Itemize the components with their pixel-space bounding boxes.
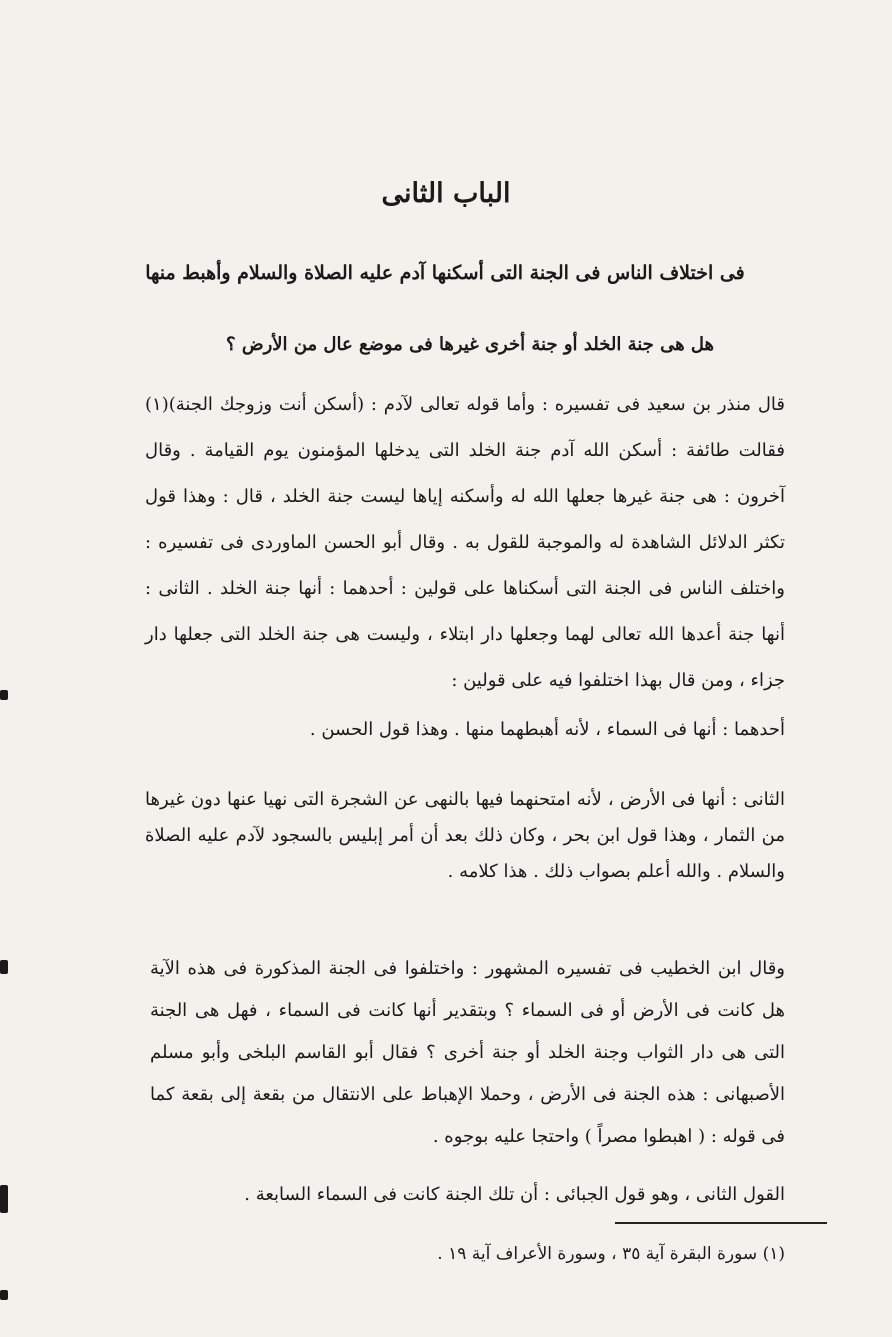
footnote-divider — [615, 1222, 827, 1224]
scan-edge-mark — [0, 1185, 8, 1213]
paragraph-second-opinion: الثانى : أنها فى الأرض ، لأنه امتحنهما فيها بالنهى عن الشجرة التى نهيا عنها دون غيرها من الثمار ، وهذا قول ابن بحر ، وكان ذلك بعد أن أمر إبليس بالسجود لآدم عليه الصلاة والسلام . والله أعلم بصواب ذلك . هذا كلامه . — [145, 789, 785, 882]
scan-edge-mark — [0, 690, 8, 700]
chapter-subheading: هل هى جنة الخلد أو جنة أخرى غيرها فى موضع عال من الأرض ؟ — [226, 334, 714, 355]
footnote: (١) سورة البقرة آية ٣٥ ، وسورة الأعراف آية ١٩ . — [437, 1244, 785, 1264]
paragraph-first-opinion: أحدهما : أنها فى السماء ، لأنه أهبطهما منها . وهذا قول الحسن . — [309, 719, 785, 740]
paragraph-ibn-khatib: وقال ابن الخطيب فى تفسيره المشهور : واختلفوا فى الجنة المذكورة فى هذه الآية هل كانت فى الأرض أو فى السماء ؟ وبتقدير أنها كانت فى السماء ، فهل هى الجنة التى هى دار الثواب وجنة الخلد أو جنة أخرى ؟ فقال أبو القاسم البلخى وأبو مسلم الأصبهانى : هذه الجنة فى الأرض ، وحملا الإهباط على الانتقال من بقعة إلى بقعة كما فى قوله : ( اهبطوا مصراً ) واحتجا عليه بوجوه . — [150, 958, 785, 1147]
chapter-heading: فى اختلاف الناس فى الجنة التى أسكنها آدم عليه الصلاة والسلام وأهبط منها — [145, 262, 745, 284]
scan-edge-mark — [0, 1290, 8, 1300]
scan-edge-mark — [0, 960, 8, 974]
chapter-title: الباب الثانى — [381, 178, 511, 209]
paragraph-jubbai: القول الثانى ، وهو قول الجبائى : أن تلك الجنة كانت فى السماء السابعة . — [244, 1184, 785, 1205]
paragraph-mundhir-mawardi: قال منذر بن سعيد فى تفسيره : وأما قوله تعالى لآدم : (أسكن أنت وزوجك الجنة)(١) فقالت طائفة : أسكن الله آدم جنة الخلد التى يدخلها المؤمنون يوم القيامة . وقال آخرون : هى جنة غيرها جعلها الله له وأسكنه إياها ليست جنة الخلد ، قال : وهذا قول تكثر الدلائل الشاهدة له والموجبة للقول به . وقال أبو الحسن الماوردى فى تفسيره : واختلف الناس فى الجنة التى أسكناها على قولين : أحدهما : أنها جنة الخلد . الثانى : أنها جنة أعدها الله تعالى لهما وجعلها دار ابتلاء ، وليست هى جنة الخلد التى جعلها دار جزاء ، ومن قال بهذا اختلفوا فيه على قولين : — [145, 394, 785, 691]
